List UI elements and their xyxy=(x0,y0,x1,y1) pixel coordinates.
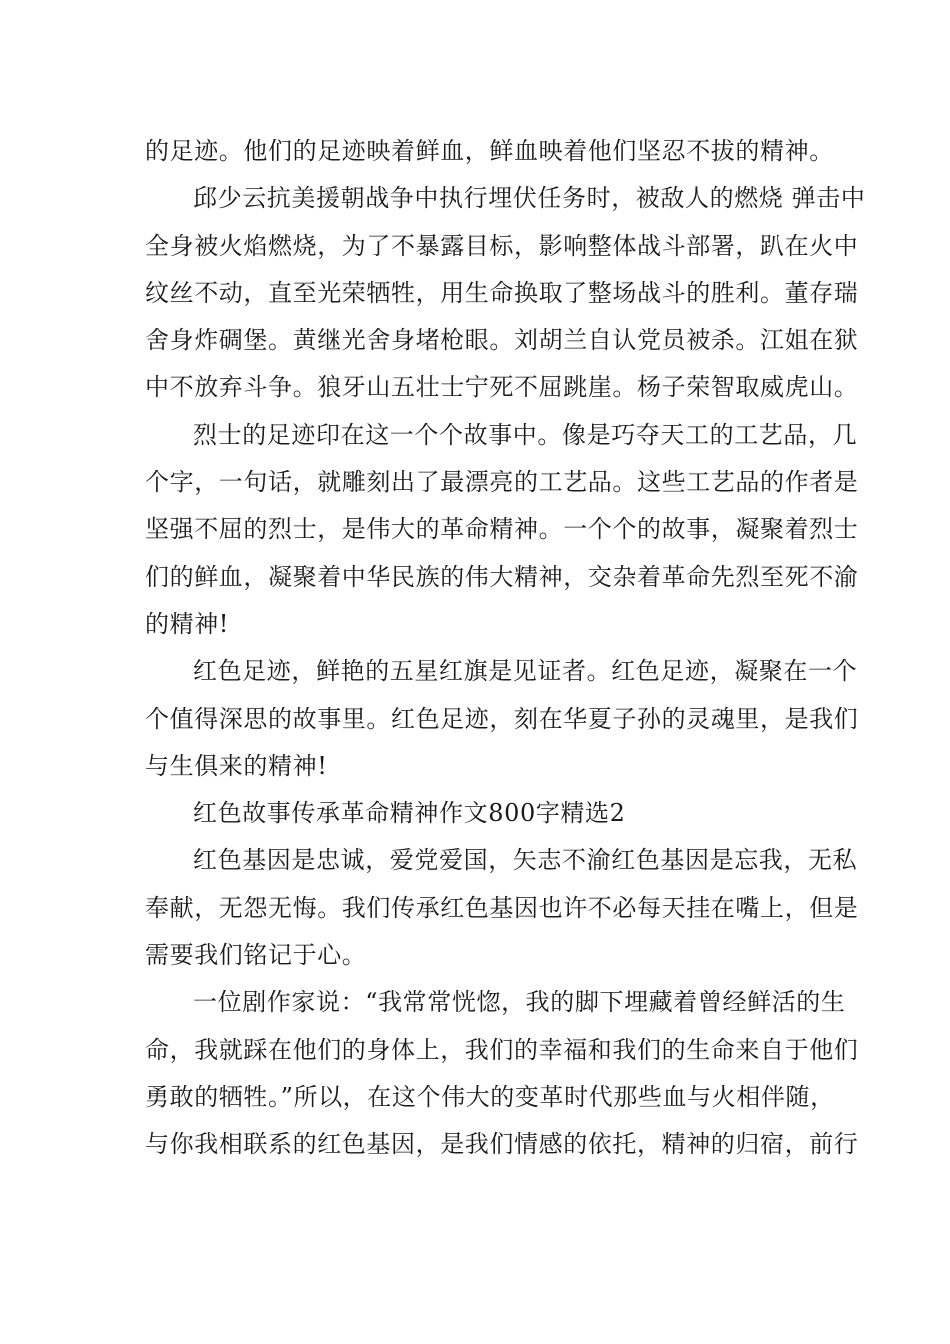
paragraph-3 xyxy=(145,412,859,648)
text-line: 坚强不屈的烈士，是伟大的革命精神。一个个的故事，凝聚着烈士 xyxy=(145,515,859,544)
text-line: 舍身炸碉堡。黄继光舍身堵枪眼。刘胡兰自认党员被杀。江姐在狱 xyxy=(145,326,859,355)
text-line: 勇敢的牺牲。”所以，在这个伟大的变革时代那些血与火相伴随， xyxy=(145,1082,835,1111)
text-line: 们的鲜血，凝聚着中华民族的伟大精神，交杂着革命先烈至死不渝 xyxy=(145,562,859,591)
text-line: 红色基因是忠诚，爱党爱国，矢志不渝红色基因是忘我，无私 xyxy=(193,846,858,875)
text-line: 个字，一句话，就雕刻出了最漂亮的工艺品。这些工艺品的作者是 xyxy=(145,468,859,497)
text-line: 邱少云抗美援朝战争中执行埋伏任务时，被敌人的燃烧 弹击中 xyxy=(193,184,866,213)
text-line: 的精神! xyxy=(145,609,230,638)
text-line: 命，我就踩在他们的身体上，我们的幸福和我们的生命来自于他们 xyxy=(145,1035,859,1064)
paragraph-2 xyxy=(145,175,866,411)
text-line: 全身被火焰燃烧，为了不暴露目标，影响整体战斗部署，趴在火中 xyxy=(145,231,859,260)
section-title: 红色故事传承革命精神作文800字精选2 xyxy=(193,799,626,828)
text-line: 的足迹。他们的足迹映着鲜血，鲜血映着他们坚忍不拔的精神。 xyxy=(145,137,834,165)
text-line: 与你我相联系的红色基因，是我们情感的依托，精神的归宿，前行 xyxy=(145,1130,859,1159)
text-line: 需要我们铭记于心。 xyxy=(145,941,367,970)
paragraph-1 xyxy=(145,128,834,175)
paragraph-6 xyxy=(145,979,859,1168)
text-line: 一位剧作家说：“我常常恍惚，我的脚下埋藏着曾经鲜活的生 xyxy=(193,988,846,1017)
text-line: 奉献，无怨无悔。我们传承红色基因也许不必每天挂在嘴上，但是 xyxy=(145,893,859,922)
text-line: 中不放弃斗争。狼牙山五壮士宁死不屈跳崖。杨子荣智取威虎山。 xyxy=(145,373,859,402)
text-line: 烈士的足迹印在这一个个故事中。像是巧夺天工的工艺品，几 xyxy=(193,420,858,449)
text-line: 个值得深思的故事里。红色足迹，刻在华夏子孙的灵魂里，是我们 xyxy=(145,704,859,733)
section-heading xyxy=(145,790,810,837)
paragraph-4 xyxy=(145,648,859,790)
text-line: 纹丝不动，直至光荣牺牲，用生命换取了整场战斗的胜利。董存瑞 xyxy=(145,278,859,307)
document-body xyxy=(145,128,866,1169)
text-line: 与生俱来的精神! xyxy=(145,751,328,780)
text-line: 红色足迹，鲜艳的五星红旗是见证者。红色足迹，凝聚在一个 xyxy=(193,657,858,686)
paragraph-5 xyxy=(145,837,859,979)
